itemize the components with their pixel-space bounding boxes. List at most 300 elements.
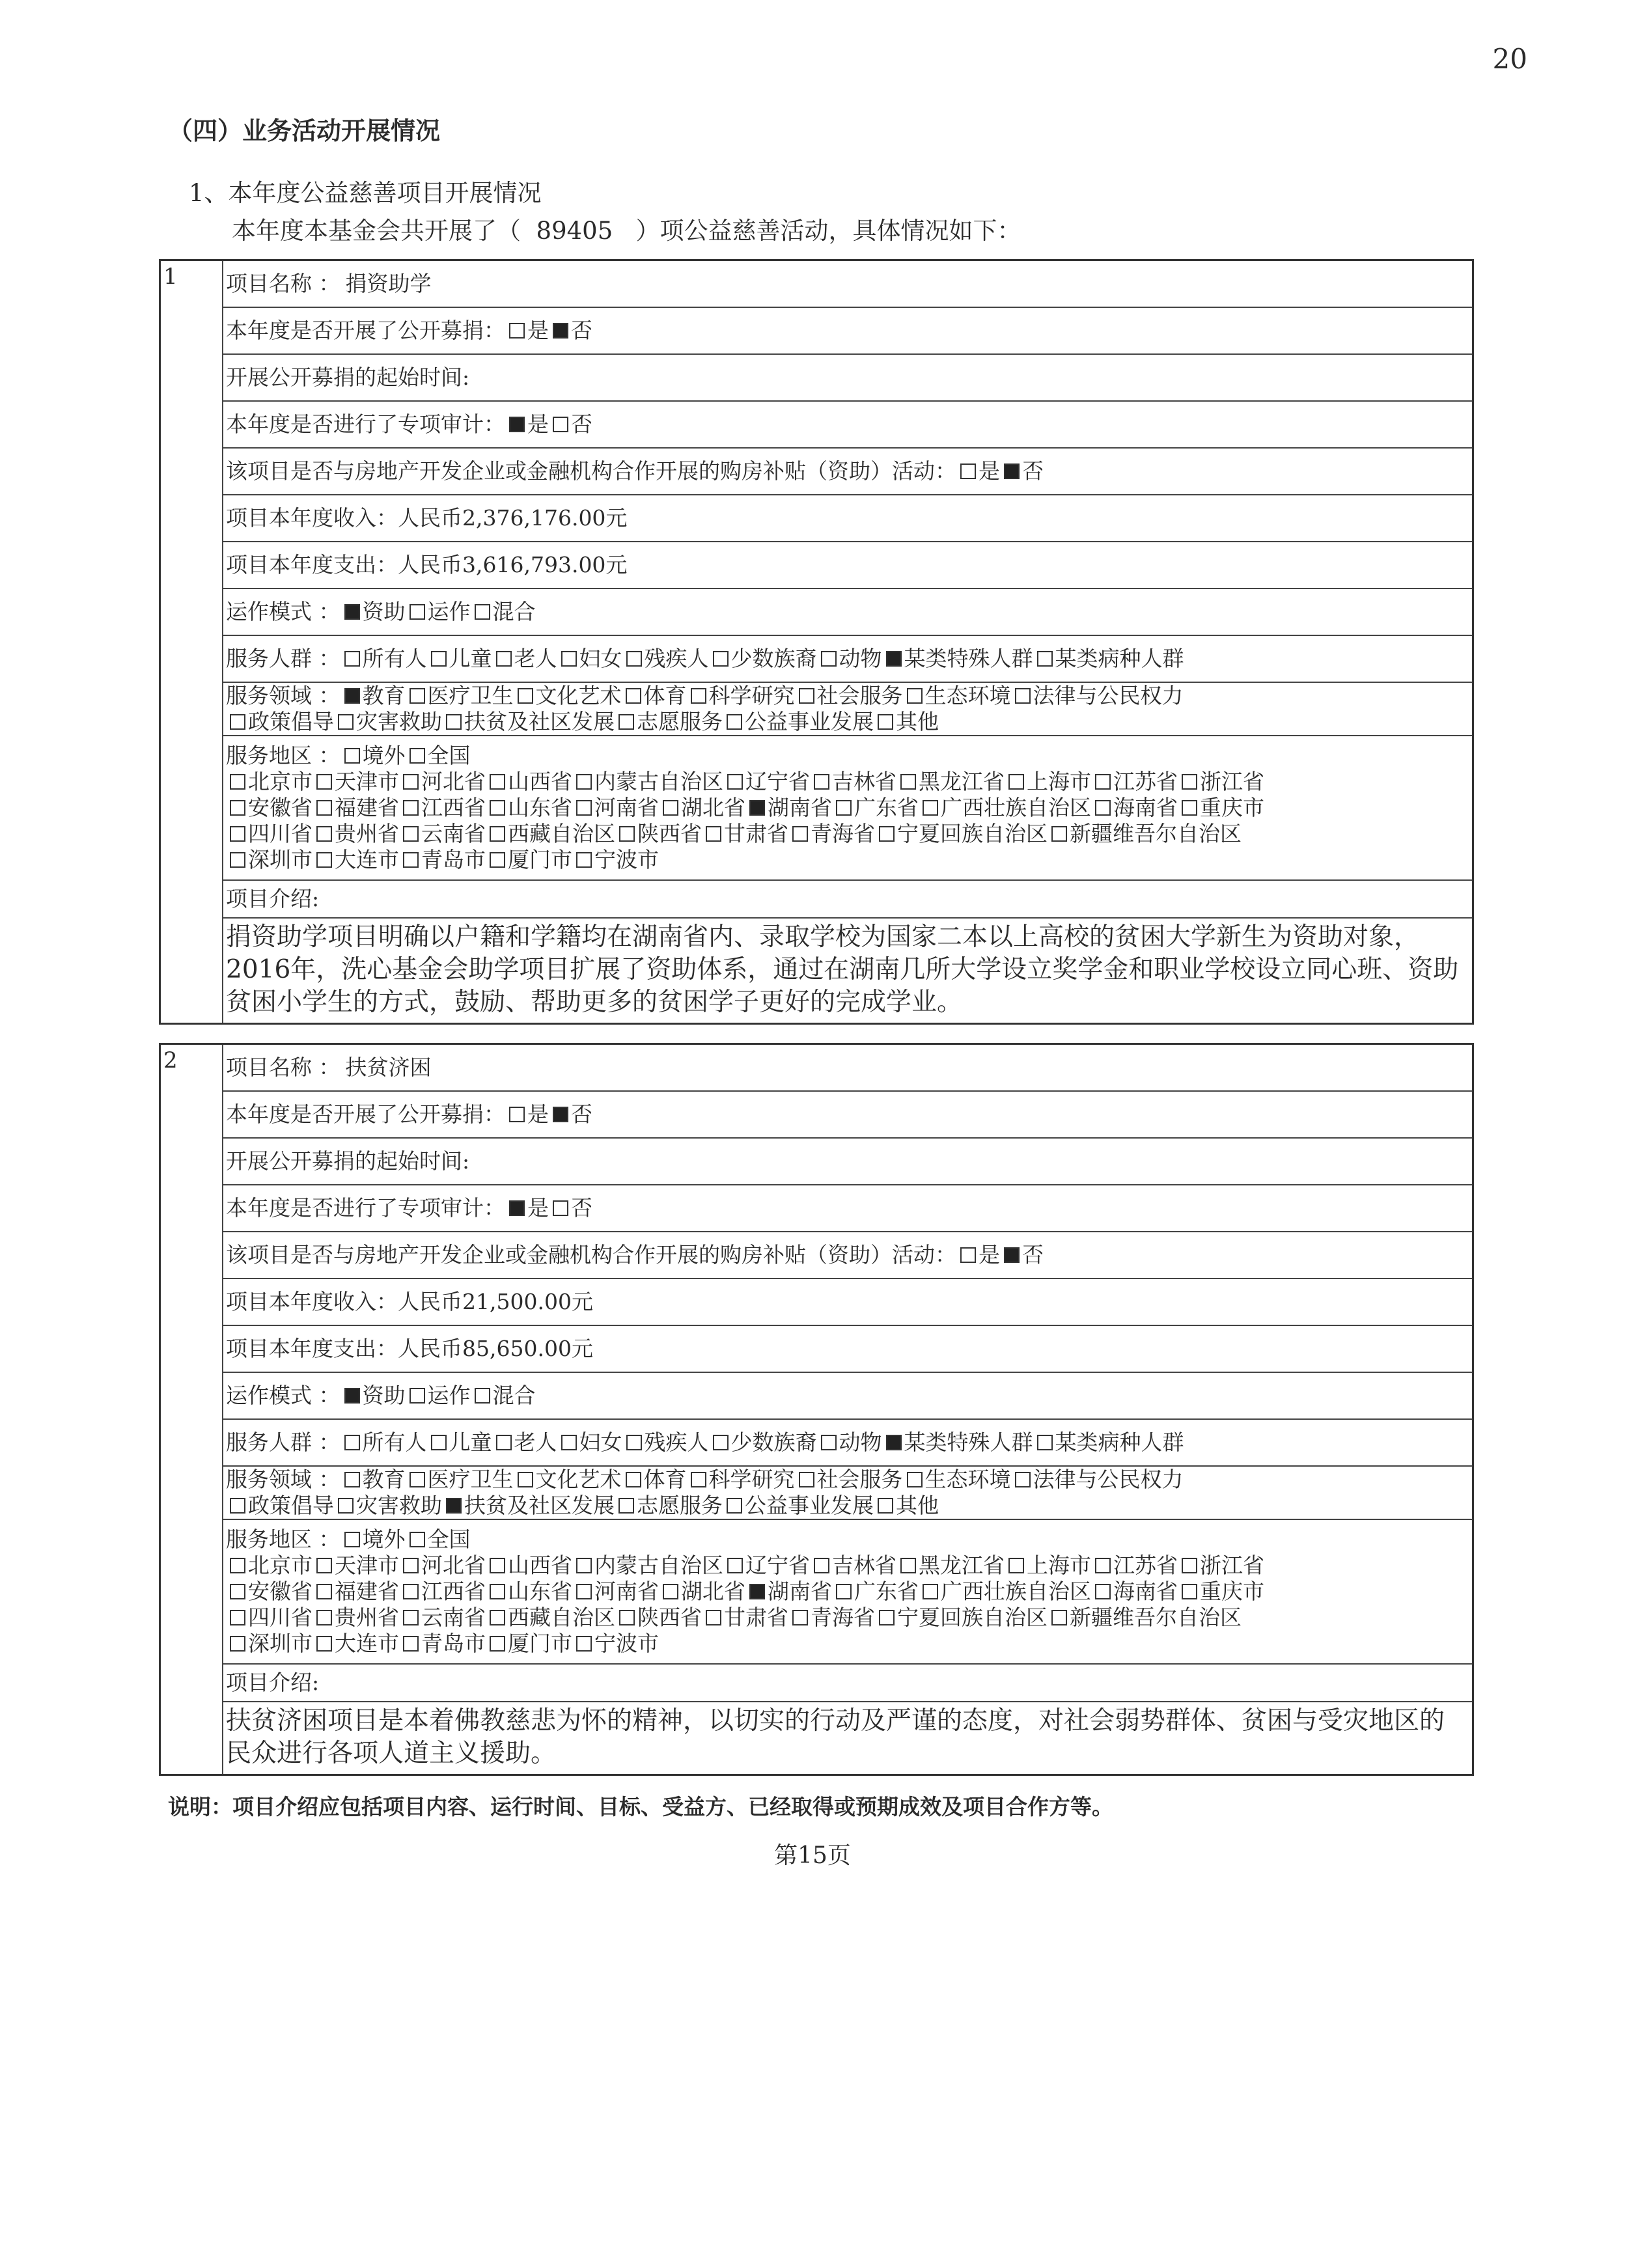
option xyxy=(486,769,572,794)
field-label: 开展公开募捐的起始时间: xyxy=(226,1148,470,1174)
option xyxy=(486,1631,572,1656)
checkbox-icon[interactable] xyxy=(431,651,447,667)
option-label: 辽宁省 xyxy=(745,768,810,794)
checkbox-icon[interactable] xyxy=(626,1435,642,1450)
project-table xyxy=(159,1043,1474,1776)
option xyxy=(399,847,486,872)
table-cell xyxy=(223,1091,1473,1138)
option xyxy=(919,795,1091,820)
option-label: 厦门市 xyxy=(508,1630,572,1656)
option-label: 其他 xyxy=(896,708,939,734)
checkbox-icon[interactable] xyxy=(490,800,505,816)
checkbox-icon[interactable] xyxy=(230,826,245,842)
option xyxy=(1033,646,1184,671)
table-row xyxy=(160,354,1473,401)
expense-value: 人民币85,650.00元 xyxy=(398,1335,593,1361)
checkbox-icon[interactable] xyxy=(626,1472,641,1487)
project-table xyxy=(159,259,1474,1025)
checkbox-icon[interactable] xyxy=(923,800,938,816)
checkbox-icon[interactable] xyxy=(1015,688,1031,704)
checkbox-icon[interactable] xyxy=(727,714,742,730)
checkbox-icon[interactable] xyxy=(1182,800,1197,816)
option-label: 社会服务 xyxy=(816,1466,903,1492)
checkbox-icon[interactable] xyxy=(626,651,642,667)
checked-box-icon[interactable] xyxy=(886,651,902,667)
checkbox-icon[interactable] xyxy=(1015,1472,1031,1487)
checkbox-icon[interactable] xyxy=(338,1498,354,1514)
option-label: 安徽省 xyxy=(248,1578,312,1604)
no-label: 否 xyxy=(571,1101,592,1127)
option-label: 北京市 xyxy=(248,768,312,794)
option xyxy=(312,1553,399,1578)
checkbox-icon[interactable] xyxy=(821,1435,837,1450)
checkbox-icon[interactable] xyxy=(410,604,425,620)
checkbox-icon[interactable] xyxy=(230,1636,245,1652)
option-label: 妇女 xyxy=(579,645,622,671)
checkbox-icon[interactable] xyxy=(410,1472,425,1487)
table-row xyxy=(160,918,1473,1024)
summary-count: 89405 xyxy=(536,217,613,245)
table-cell xyxy=(223,1372,1473,1419)
option-label: 教育 xyxy=(362,1466,406,1492)
table-row xyxy=(160,1185,1473,1232)
no-label: 否 xyxy=(1022,1241,1044,1267)
option-label: 全国 xyxy=(427,1526,471,1552)
field-label: 服务地区 ： xyxy=(226,742,340,768)
option-label: 天津市 xyxy=(335,1552,399,1578)
checkbox-icon[interactable] xyxy=(576,852,592,868)
checkbox-icon[interactable] xyxy=(316,1584,332,1599)
option xyxy=(810,1553,896,1578)
checkbox-icon[interactable] xyxy=(344,651,360,667)
field-label: 该项目是否与房地产开发企业或金融机构合作开展的购房补贴（资助）活动： xyxy=(226,1241,956,1267)
checkbox-icon[interactable] xyxy=(626,688,641,704)
option-label: 陕西省 xyxy=(637,1604,702,1630)
table-cell xyxy=(223,1279,1473,1325)
table-cell xyxy=(223,1664,1473,1702)
checkbox-icon[interactable] xyxy=(923,1584,938,1599)
option xyxy=(492,1430,557,1455)
checkbox-icon[interactable] xyxy=(316,1610,332,1625)
table-cell xyxy=(223,307,1473,354)
checkbox-icon[interactable] xyxy=(618,1498,634,1514)
region-line xyxy=(226,1605,1469,1631)
checkbox-icon[interactable] xyxy=(403,1584,419,1599)
option-label: 新疆维吾尔自治区 xyxy=(1070,1604,1242,1630)
checkbox-icon[interactable] xyxy=(878,714,893,730)
checkbox-icon[interactable] xyxy=(727,1558,743,1573)
checkbox-icon[interactable] xyxy=(663,800,678,816)
checkbox-icon[interactable] xyxy=(619,826,635,842)
option-label: 吉林省 xyxy=(832,768,896,794)
checkbox-icon[interactable] xyxy=(316,800,332,816)
checkbox-icon[interactable] xyxy=(561,651,577,667)
option xyxy=(492,646,557,671)
table-cell xyxy=(223,736,1473,880)
option xyxy=(622,683,687,708)
checkbox-icon[interactable] xyxy=(706,1610,721,1625)
option-label: 上海市 xyxy=(1027,1552,1091,1578)
checkbox-icon[interactable] xyxy=(230,1584,245,1599)
table-row xyxy=(160,1519,1473,1664)
option-label: 所有人 xyxy=(362,645,427,671)
option xyxy=(1091,769,1178,794)
option xyxy=(471,599,536,624)
option-label: 广西壮族自治区 xyxy=(941,1578,1091,1604)
option-label: 海南省 xyxy=(1113,794,1178,820)
checkbox-icon[interactable] xyxy=(403,1558,419,1573)
checkbox-icon[interactable] xyxy=(576,1584,592,1599)
checkbox-icon[interactable] xyxy=(316,774,332,790)
option-label: 境外 xyxy=(362,742,406,768)
option xyxy=(226,795,312,820)
option-label: 公益事业发展 xyxy=(745,1492,874,1518)
checkbox-icon[interactable] xyxy=(431,1435,447,1450)
checkbox-icon[interactable] xyxy=(403,800,419,816)
option xyxy=(572,1631,659,1656)
checkbox-icon[interactable] xyxy=(836,1584,852,1599)
option-label: 湖北省 xyxy=(681,794,745,820)
checkbox-icon[interactable] xyxy=(344,1532,360,1547)
field-label: 项目本年度支出： xyxy=(226,551,398,577)
option-label: 江苏省 xyxy=(1113,768,1178,794)
region-line xyxy=(226,821,1469,847)
option-label: 运作 xyxy=(427,598,471,624)
checkbox-icon[interactable] xyxy=(316,826,332,842)
checkbox-icon[interactable] xyxy=(878,1498,893,1514)
option xyxy=(486,847,572,872)
project-name: 捐资助学 xyxy=(345,270,432,296)
checkbox-icon[interactable] xyxy=(821,651,837,667)
table-row xyxy=(160,1419,1473,1466)
checked-box-icon[interactable] xyxy=(749,1584,765,1599)
checked-box-icon[interactable] xyxy=(749,800,765,816)
option-label: 资助 xyxy=(362,598,406,624)
checkbox-icon[interactable] xyxy=(344,748,360,764)
field-line xyxy=(226,1467,1469,1493)
option-label: 某类病种人群 xyxy=(1055,1429,1184,1455)
field-label: 项目名称 ： xyxy=(226,270,340,296)
option-label: 上海市 xyxy=(1027,768,1091,794)
option xyxy=(557,1430,622,1455)
field-label: 开展公开募捐的起始时间: xyxy=(226,364,470,390)
checkbox-icon[interactable] xyxy=(713,1435,729,1450)
checkbox-icon[interactable] xyxy=(410,1532,425,1547)
option-label: 某类特殊人群 xyxy=(904,645,1033,671)
checkbox-icon[interactable] xyxy=(1095,774,1111,790)
checkbox-icon[interactable] xyxy=(316,1558,332,1573)
checkbox-icon[interactable] xyxy=(576,800,592,816)
table-row xyxy=(160,1138,1473,1185)
checkbox-icon[interactable] xyxy=(344,1435,360,1450)
option-label: 儿童 xyxy=(449,645,492,671)
checkbox-icon[interactable] xyxy=(814,1558,829,1573)
checkbox-icon[interactable] xyxy=(403,1610,419,1625)
field-label: 服务地区 ： xyxy=(226,1526,340,1552)
table-row xyxy=(160,495,1473,542)
field-label: 运作模式 ： xyxy=(226,598,340,624)
option xyxy=(1005,769,1091,794)
field-label: 本年度是否进行了专项审计： xyxy=(226,1195,505,1221)
checked-box-icon[interactable] xyxy=(509,1200,525,1216)
checkbox-icon[interactable] xyxy=(799,688,814,704)
field-label: 本年度是否进行了专项审计： xyxy=(226,411,505,437)
option xyxy=(486,1579,572,1604)
checkbox-icon[interactable] xyxy=(490,1558,505,1573)
checkbox-icon[interactable] xyxy=(490,852,505,868)
option-label: 新疆维吾尔自治区 xyxy=(1070,820,1242,846)
checkbox-icon[interactable] xyxy=(727,1498,742,1514)
checked-box-icon[interactable] xyxy=(553,323,568,339)
checkbox-icon[interactable] xyxy=(1095,800,1111,816)
option xyxy=(406,599,471,624)
option-label: 某类病种人群 xyxy=(1055,645,1184,671)
field-label: 本年度是否开展了公开募捐： xyxy=(226,317,505,343)
checkbox-icon[interactable] xyxy=(344,1472,360,1487)
checkbox-icon[interactable] xyxy=(410,688,425,704)
option-label: 文化艺术 xyxy=(535,682,622,708)
no-label: 否 xyxy=(571,411,592,437)
option xyxy=(896,769,1005,794)
region-line xyxy=(226,847,1469,873)
checkbox-icon[interactable] xyxy=(663,1584,678,1599)
checkbox-icon[interactable] xyxy=(230,852,245,868)
checkbox-icon[interactable] xyxy=(518,1472,533,1487)
table-cell xyxy=(223,1044,1473,1091)
field-label: 服务领域 ： xyxy=(226,682,340,708)
income-value: 人民币21,500.00元 xyxy=(398,1288,593,1314)
checkbox-icon[interactable] xyxy=(618,714,634,730)
region-line xyxy=(226,1527,1469,1553)
option xyxy=(1048,821,1242,846)
checkbox-icon[interactable] xyxy=(490,774,505,790)
checkbox-icon[interactable] xyxy=(490,1610,505,1625)
option xyxy=(340,599,406,624)
checked-box-icon[interactable] xyxy=(1004,1247,1020,1263)
checkbox-icon[interactable] xyxy=(561,1435,577,1450)
table-cell xyxy=(223,1325,1473,1372)
option xyxy=(226,769,312,794)
checkbox-icon[interactable] xyxy=(230,1610,245,1625)
option-label: 广东省 xyxy=(854,1578,919,1604)
checkbox-icon[interactable] xyxy=(907,688,923,704)
table-row xyxy=(160,260,1473,307)
checkbox-icon[interactable] xyxy=(496,1435,512,1450)
checkbox-icon[interactable] xyxy=(691,688,706,704)
option xyxy=(615,709,723,734)
checkbox-icon[interactable] xyxy=(316,852,332,868)
option-label: 科学研究 xyxy=(708,682,795,708)
checkbox-icon[interactable] xyxy=(410,1388,425,1404)
checkbox-icon[interactable] xyxy=(509,1107,525,1122)
checkbox-icon[interactable] xyxy=(230,800,245,816)
checkbox-icon[interactable] xyxy=(1008,1558,1024,1573)
checkbox-icon[interactable] xyxy=(792,1610,808,1625)
checkbox-icon[interactable] xyxy=(490,826,505,842)
option-label: 重庆市 xyxy=(1200,1578,1264,1604)
checkbox-icon[interactable] xyxy=(727,774,743,790)
option-label: 西藏自治区 xyxy=(508,1604,615,1630)
checked-box-icon[interactable] xyxy=(509,417,525,432)
option xyxy=(226,847,312,872)
option-label: 妇女 xyxy=(579,1429,622,1455)
checkbox-icon[interactable] xyxy=(403,774,419,790)
option xyxy=(903,683,1011,708)
checkbox-icon[interactable] xyxy=(879,826,895,842)
checkbox-icon[interactable] xyxy=(446,714,462,730)
checkbox-icon[interactable] xyxy=(1051,826,1067,842)
checkbox-icon[interactable] xyxy=(900,774,916,790)
checkbox-icon[interactable] xyxy=(403,1636,419,1652)
option-label: 湖南省 xyxy=(768,1578,832,1604)
checkbox-icon[interactable] xyxy=(518,688,533,704)
option-label: 老人 xyxy=(514,1429,557,1455)
option xyxy=(615,1493,723,1518)
option-label: 志愿服务 xyxy=(637,1492,723,1518)
table-row xyxy=(160,542,1473,588)
table-cell xyxy=(223,682,1473,736)
checkbox-icon[interactable] xyxy=(960,463,976,479)
table-cell xyxy=(223,1185,1473,1232)
option-label: 福建省 xyxy=(335,794,399,820)
section-title: （四）业务活动开展情况 xyxy=(168,117,441,145)
region-line xyxy=(226,1631,1469,1657)
option-label: 广西壮族自治区 xyxy=(941,794,1091,820)
option xyxy=(226,1553,312,1578)
checkbox-icon[interactable] xyxy=(509,323,525,339)
checkbox-icon[interactable] xyxy=(316,1636,332,1652)
checkbox-icon[interactable] xyxy=(814,774,829,790)
option-label: 宁波市 xyxy=(594,846,659,872)
checked-box-icon[interactable] xyxy=(446,1498,462,1514)
table-cell xyxy=(223,880,1473,918)
option-label: 灾害救助 xyxy=(356,1492,442,1518)
checkbox-icon[interactable] xyxy=(1051,1610,1067,1625)
footer-page: 第15页 xyxy=(774,1842,851,1869)
option xyxy=(340,1383,406,1408)
checkbox-icon[interactable] xyxy=(576,774,592,790)
option-label: 山西省 xyxy=(508,768,572,794)
checkbox-icon[interactable] xyxy=(1037,651,1053,667)
checkbox-icon[interactable] xyxy=(496,651,512,667)
option xyxy=(399,1605,486,1630)
checkbox-icon[interactable] xyxy=(576,1636,592,1652)
checkbox-icon[interactable] xyxy=(230,714,245,730)
option xyxy=(709,1430,817,1455)
option xyxy=(399,769,486,794)
option xyxy=(788,1605,875,1630)
checkbox-icon[interactable] xyxy=(1008,774,1024,790)
checkbox-icon[interactable] xyxy=(1182,774,1197,790)
option-label: 甘肃省 xyxy=(724,820,788,846)
field-label: 服务人群 ： xyxy=(226,645,340,671)
yes-label: 是 xyxy=(527,1101,549,1127)
option-label: 宁波市 xyxy=(594,1630,659,1656)
checkbox-icon[interactable] xyxy=(1037,1435,1053,1450)
checkbox-icon[interactable] xyxy=(1095,1558,1111,1573)
table-cell xyxy=(223,401,1473,448)
table-cell xyxy=(223,448,1473,495)
table-cell xyxy=(223,1138,1473,1185)
field-label: 运作模式 ： xyxy=(226,1382,340,1408)
checkbox-icon[interactable] xyxy=(799,1472,814,1487)
checked-box-icon[interactable] xyxy=(553,1107,568,1122)
checkbox-icon[interactable] xyxy=(960,1247,976,1263)
table-row xyxy=(160,1325,1473,1372)
option xyxy=(817,1430,882,1455)
project-index: 1 xyxy=(160,260,223,1024)
option-label: 黑龙江省 xyxy=(919,1552,1005,1578)
checked-box-icon[interactable] xyxy=(344,688,360,704)
checkbox-icon[interactable] xyxy=(1182,1558,1197,1573)
checked-box-icon[interactable] xyxy=(1004,463,1020,479)
checkbox-icon[interactable] xyxy=(900,1558,916,1573)
option-label: 湖北省 xyxy=(681,1578,745,1604)
region-line xyxy=(226,795,1469,821)
option-label: 其他 xyxy=(896,1492,939,1518)
checkbox-icon[interactable] xyxy=(338,714,354,730)
checkbox-icon[interactable] xyxy=(691,1472,706,1487)
checkbox-icon[interactable] xyxy=(475,1388,490,1404)
option xyxy=(486,1605,615,1630)
field-label: 该项目是否与房地产开发企业或金融机构合作开展的购房补贴（资助）活动： xyxy=(226,458,956,484)
option-label: 福建省 xyxy=(335,1578,399,1604)
option-label: 深圳市 xyxy=(248,846,312,872)
checkbox-icon[interactable] xyxy=(475,604,490,620)
checkbox-icon[interactable] xyxy=(230,774,245,790)
checkbox-icon[interactable] xyxy=(230,1558,245,1573)
checkbox-icon[interactable] xyxy=(879,1610,895,1625)
checkbox-icon[interactable] xyxy=(836,800,852,816)
checkbox-icon[interactable] xyxy=(403,826,419,842)
option xyxy=(874,1493,939,1518)
checkbox-icon[interactable] xyxy=(907,1472,923,1487)
option-label: 厦门市 xyxy=(508,846,572,872)
checkbox-icon[interactable] xyxy=(1095,1584,1111,1599)
checkbox-icon[interactable] xyxy=(792,826,808,842)
option xyxy=(1033,1430,1184,1455)
option xyxy=(486,821,615,846)
checkbox-icon[interactable] xyxy=(1182,1584,1197,1599)
checkbox-icon[interactable] xyxy=(230,1498,245,1514)
checkbox-icon[interactable] xyxy=(403,852,419,868)
option xyxy=(832,1579,919,1604)
option xyxy=(312,847,399,872)
checkbox-icon[interactable] xyxy=(490,1584,505,1599)
checkbox-icon[interactable] xyxy=(410,748,425,764)
checkbox-icon[interactable] xyxy=(576,1558,592,1573)
field-line xyxy=(226,709,1469,735)
checkbox-icon[interactable] xyxy=(713,651,729,667)
table-row xyxy=(160,1279,1473,1325)
option xyxy=(557,646,622,671)
checkbox-icon[interactable] xyxy=(706,826,721,842)
checked-box-icon[interactable] xyxy=(344,604,360,620)
checkbox-icon[interactable] xyxy=(553,417,568,432)
checkbox-icon[interactable] xyxy=(490,1636,505,1652)
option xyxy=(226,1579,312,1604)
option xyxy=(832,795,919,820)
option-label: 四川省 xyxy=(248,820,312,846)
option-label: 大连市 xyxy=(335,846,399,872)
checked-box-icon[interactable] xyxy=(344,1388,360,1404)
option xyxy=(312,1605,399,1630)
option-label: 文化艺术 xyxy=(535,1466,622,1492)
table-row xyxy=(160,1466,1473,1519)
checkbox-icon[interactable] xyxy=(553,1200,568,1216)
checked-box-icon[interactable] xyxy=(886,1435,902,1450)
checkbox-icon[interactable] xyxy=(619,1610,635,1625)
